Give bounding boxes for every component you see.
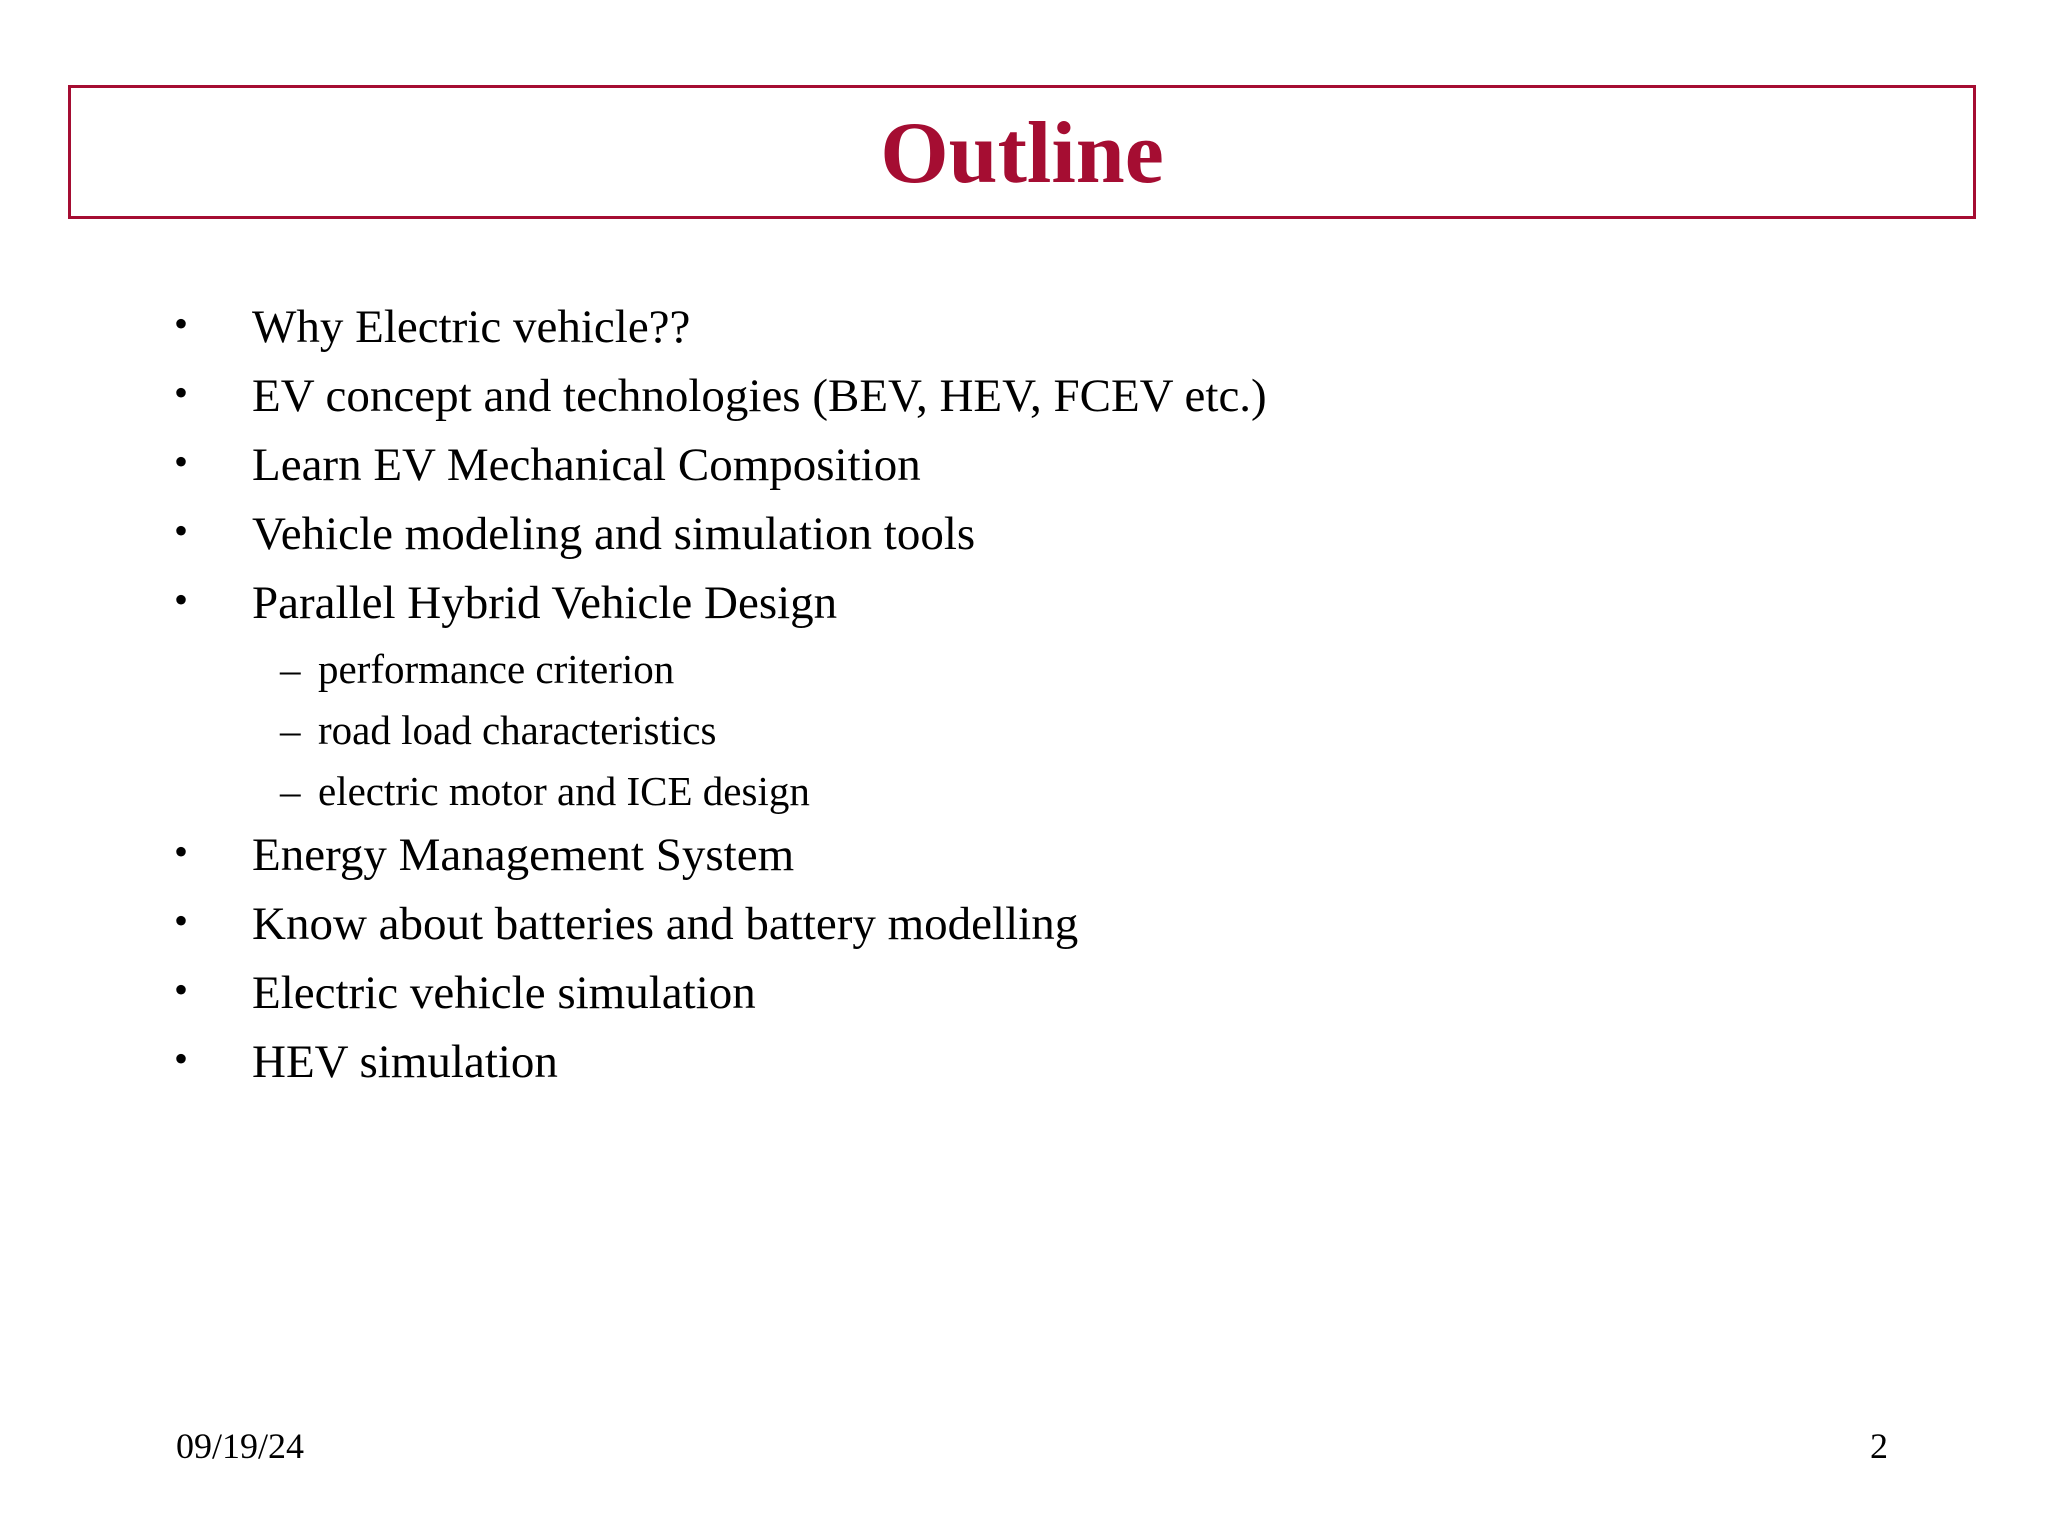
- outline-item-text: road load characteristics: [318, 707, 717, 753]
- outline-item-modeling: [174, 508, 976, 560]
- outline-item-why-ev: [174, 301, 691, 353]
- outline-item-hev-simulation: [174, 1036, 558, 1088]
- dash-icon: –: [280, 707, 301, 753]
- outline-item-text: Know about batteries and battery modelling: [252, 898, 1079, 950]
- outline-item-text: EV concept and technologies (BEV, HEV, FCEV etc.): [252, 370, 1267, 422]
- outline-item-parallel-hybrid: [174, 577, 838, 629]
- outline-item-ev-concept: [174, 370, 1267, 422]
- outline-item-text: HEV simulation: [252, 1036, 558, 1088]
- outline-item-text: Why Electric vehicle??: [252, 301, 691, 353]
- slide-title: Outline: [880, 105, 1164, 202]
- outline-item-ev-simulation: [174, 967, 756, 1019]
- outline-item-text: Energy Management System: [252, 829, 795, 881]
- bullet-icon: •: [174, 898, 189, 943]
- bullet-icon: •: [174, 301, 189, 346]
- bullet-icon: •: [174, 1036, 189, 1081]
- outline-item-energy-management: [174, 829, 795, 881]
- outline-item-text: performance criterion: [318, 646, 675, 692]
- outline-item-text: Electric vehicle simulation: [252, 967, 756, 1019]
- outline-item-text: Parallel Hybrid Vehicle Design: [252, 577, 838, 629]
- bullet-icon: •: [174, 829, 189, 874]
- bullet-icon: •: [174, 439, 189, 484]
- outline-item-batteries: [174, 898, 1079, 950]
- outline-item-text: Vehicle modeling and simulation tools: [252, 508, 976, 560]
- outline-subitem-performance: [280, 646, 675, 692]
- outline-item-text: electric motor and ICE design: [318, 768, 810, 814]
- outline-subitem-road-load: [280, 707, 717, 753]
- dash-icon: –: [280, 646, 301, 692]
- outline-item-mechanical: [174, 439, 921, 491]
- title-box: [68, 85, 1976, 219]
- bullet-icon: •: [174, 967, 189, 1012]
- outline-item-text: Learn EV Mechanical Composition: [252, 439, 921, 491]
- dash-icon: –: [280, 768, 301, 814]
- footer-date: 09/19/24: [176, 1426, 305, 1466]
- page-number: 2: [1870, 1426, 1888, 1466]
- bullet-icon: •: [174, 508, 189, 553]
- bullet-icon: •: [174, 370, 189, 415]
- outline-subitem-motor-ice: [280, 768, 810, 814]
- bullet-icon: •: [174, 577, 189, 622]
